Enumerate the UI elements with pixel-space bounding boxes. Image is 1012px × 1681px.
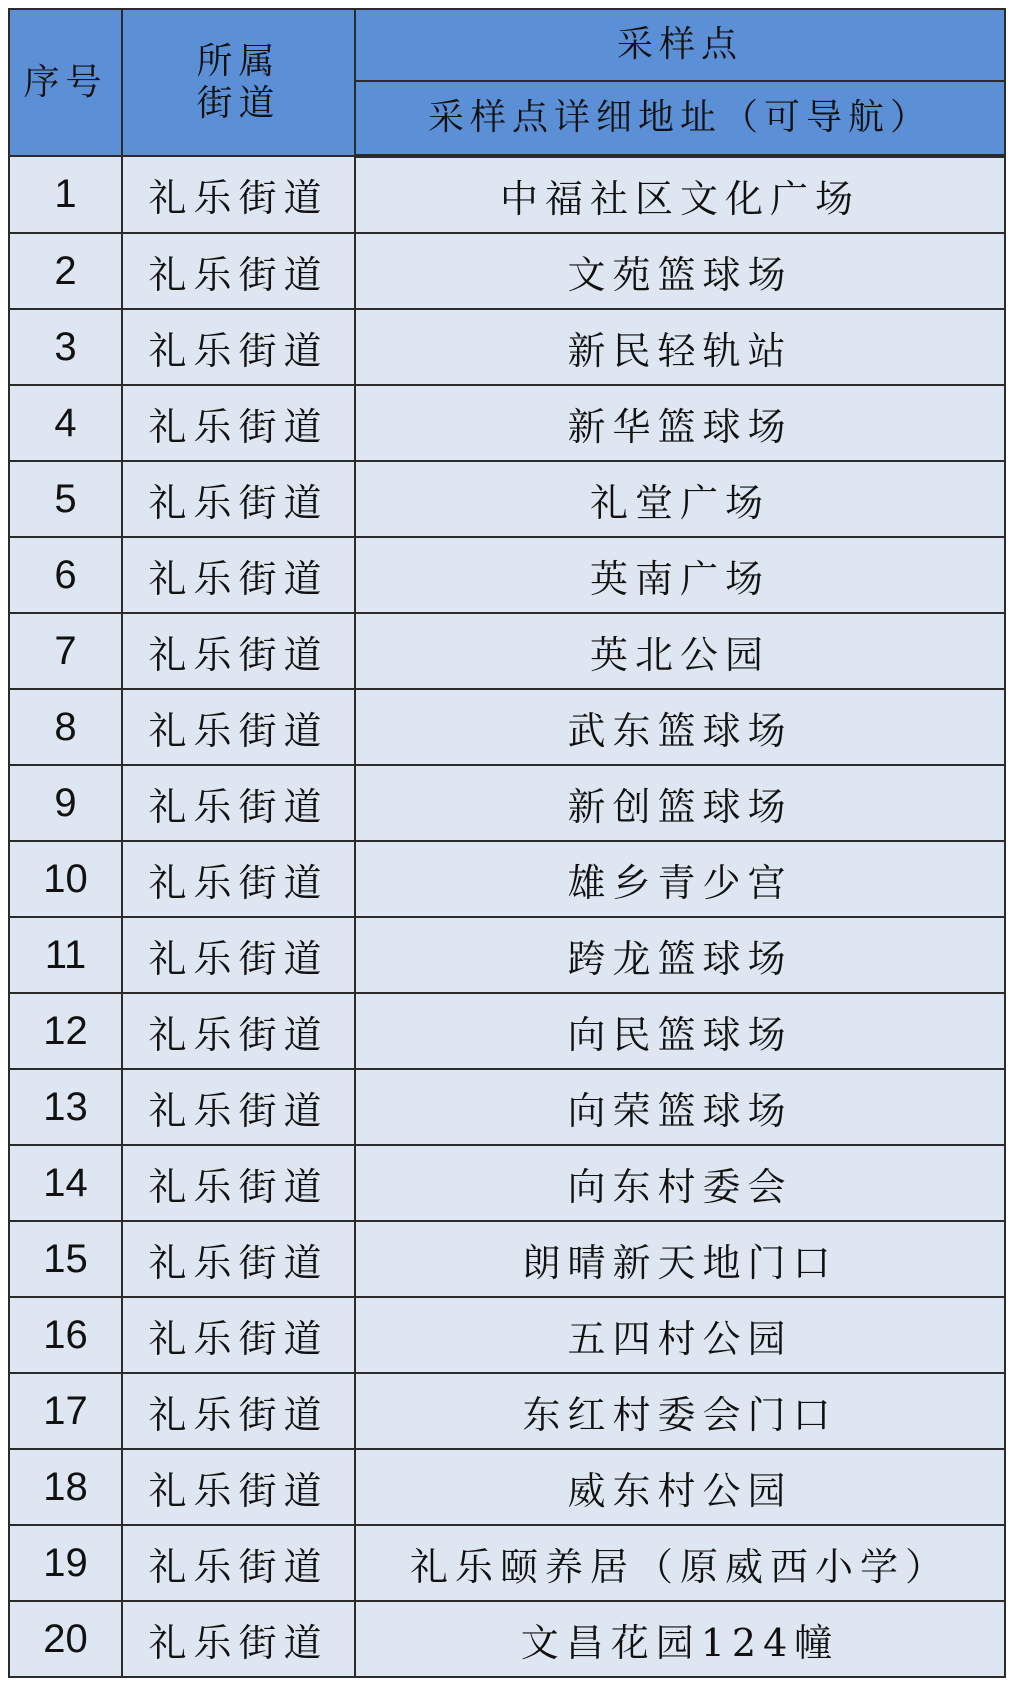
table-row (9, 1145, 1005, 1221)
header-index: 序号 (9, 9, 122, 156)
row-site: 向民篮球场 (355, 993, 1005, 1069)
sampling-site-table (8, 8, 1006, 1678)
row-street: 礼乐街道 (122, 537, 355, 613)
table-row (9, 385, 1005, 461)
row-site: 跨龙篮球场 (355, 917, 1005, 993)
row-street: 礼乐街道 (122, 1373, 355, 1449)
row-site: 英南广场 (355, 537, 1005, 613)
row-site: 新民轻轨站 (355, 309, 1005, 385)
row-site: 文昌花园124幢 (355, 1601, 1005, 1677)
row-street: 礼乐街道 (122, 841, 355, 917)
row-site: 礼乐颐养居（原威西小学） (355, 1525, 1005, 1601)
table-row (9, 1373, 1005, 1449)
row-street: 礼乐街道 (122, 1221, 355, 1297)
table-row (9, 309, 1005, 385)
row-street: 礼乐街道 (122, 233, 355, 309)
row-site: 新华篮球场 (355, 385, 1005, 461)
header-street-label: 所属 街道 (196, 41, 281, 124)
row-index: 4 (9, 385, 122, 461)
row-index: 9 (9, 765, 122, 841)
row-site: 雄乡青少宫 (355, 841, 1005, 917)
row-street: 礼乐街道 (122, 385, 355, 461)
table-row (9, 613, 1005, 689)
row-street: 礼乐街道 (122, 1069, 355, 1145)
table-row (9, 841, 1005, 917)
header-site-detail: 采样点详细地址（可导航） (355, 81, 1005, 156)
row-site: 东红村委会门口 (355, 1373, 1005, 1449)
row-site: 礼堂广场 (355, 461, 1005, 537)
table-row (9, 1221, 1005, 1297)
table-row (9, 917, 1005, 993)
row-site: 威东村公园 (355, 1449, 1005, 1525)
table-row (9, 689, 1005, 765)
row-index: 20 (9, 1601, 122, 1677)
row-street: 礼乐街道 (122, 765, 355, 841)
row-street: 礼乐街道 (122, 993, 355, 1069)
row-street: 礼乐街道 (122, 1145, 355, 1221)
table-body (9, 156, 1005, 1677)
row-site: 英北公园 (355, 613, 1005, 689)
row-index: 1 (9, 156, 122, 233)
row-index: 12 (9, 993, 122, 1069)
row-site: 新创篮球场 (355, 765, 1005, 841)
row-street: 礼乐街道 (122, 309, 355, 385)
row-street: 礼乐街道 (122, 1449, 355, 1525)
row-index: 8 (9, 689, 122, 765)
row-site: 向东村委会 (355, 1145, 1005, 1221)
row-index: 2 (9, 233, 122, 309)
row-index: 7 (9, 613, 122, 689)
header-site: 采样点 (355, 9, 1005, 81)
row-index: 16 (9, 1297, 122, 1373)
row-site: 向荣篮球场 (355, 1069, 1005, 1145)
table-header (9, 9, 1005, 156)
row-index: 3 (9, 309, 122, 385)
row-index: 19 (9, 1525, 122, 1601)
table-row (9, 1601, 1005, 1677)
row-index: 15 (9, 1221, 122, 1297)
row-street: 礼乐街道 (122, 461, 355, 537)
row-street: 礼乐街道 (122, 613, 355, 689)
row-index: 13 (9, 1069, 122, 1145)
row-site: 中福社区文化广场 (355, 156, 1005, 233)
row-street: 礼乐街道 (122, 917, 355, 993)
row-site: 五四村公园 (355, 1297, 1005, 1373)
row-index: 5 (9, 461, 122, 537)
row-index: 17 (9, 1373, 122, 1449)
table-row (9, 233, 1005, 309)
table-row (9, 461, 1005, 537)
row-street: 礼乐街道 (122, 689, 355, 765)
row-index: 14 (9, 1145, 122, 1221)
table-row (9, 1525, 1005, 1601)
row-street: 礼乐街道 (122, 1525, 355, 1601)
row-site: 朗晴新天地门口 (355, 1221, 1005, 1297)
row-index: 10 (9, 841, 122, 917)
row-street: 礼乐街道 (122, 156, 355, 233)
row-index: 6 (9, 537, 122, 613)
table-row (9, 156, 1005, 233)
table-row (9, 1449, 1005, 1525)
table-row (9, 1297, 1005, 1373)
row-site: 武东篮球场 (355, 689, 1005, 765)
row-site: 文苑篮球场 (355, 233, 1005, 309)
row-index: 18 (9, 1449, 122, 1525)
table-row (9, 537, 1005, 613)
table-row (9, 765, 1005, 841)
row-index: 11 (9, 917, 122, 993)
table-row (9, 993, 1005, 1069)
row-street: 礼乐街道 (122, 1297, 355, 1373)
header-street (122, 9, 355, 156)
table-row (9, 1069, 1005, 1145)
row-street: 礼乐街道 (122, 1601, 355, 1677)
